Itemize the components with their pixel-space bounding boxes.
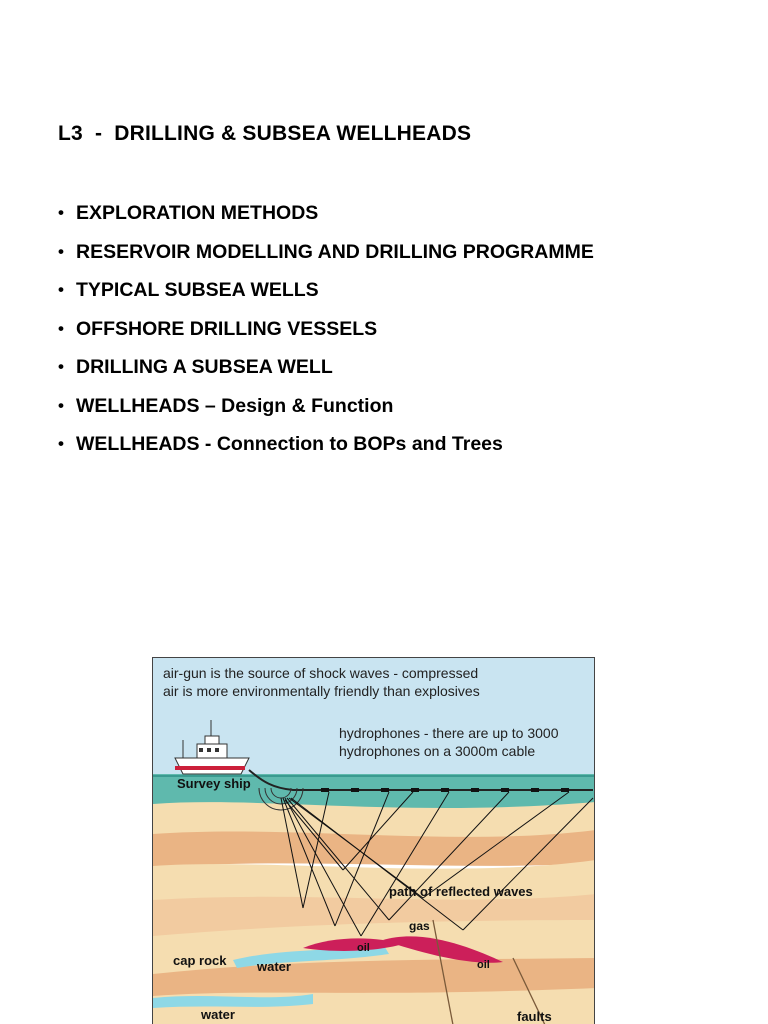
bullet-item [58,431,594,470]
diagram-svg [153,658,595,1024]
bullet-item [58,316,594,355]
bullet-text: OFFSHORE DRILLING VESSELS [76,317,378,340]
caption-line-2: air is more environmentally friendly than explosives [163,683,480,699]
faults-label: faults [517,1009,552,1024]
bullet-item [58,239,594,278]
reflected-waves-label: path of reflected waves [389,884,533,899]
bullet-text: TYPICAL SUBSEA WELLS [76,279,319,301]
bullet-dot: • [58,241,64,261]
bullet-dot: • [58,280,64,299]
gas-label: gas [409,919,430,933]
oil-label-1: oil [357,942,370,954]
caption-line-1: air-gun is the source of shock waves - compressed [163,665,479,681]
bullet-text: EXPLORATION METHODS [76,202,319,224]
water-label-2: water [201,1007,235,1022]
slide-title: L3 - DRILLING & SUBSEA WELLHEADS [58,122,472,145]
bullet-text: RESERVOIR MODELLING AND DRILLING PROGRAMME [76,240,594,263]
bullet-dot: • [58,434,64,453]
bullet-text: WELLHEADS - Connection to BOPs and Trees [76,433,503,455]
bullet-item [58,200,594,239]
cap-rock-label: cap rock [173,953,227,968]
oil-label-2: oil [477,959,490,971]
bullet-dot: • [58,395,64,415]
hydrophones-line-1: hydrophones - there are up to 3000 [339,725,559,741]
bullet-dot: • [58,357,64,376]
bullet-text: DRILLING A SUBSEA WELL [76,356,333,378]
seismic-survey-diagram [152,657,595,1024]
water-label-1: water [257,959,291,974]
bullet-item [58,354,594,393]
bullet-dot: • [58,203,64,222]
survey-ship-label: Survey ship [177,776,251,791]
bullet-dot: • [58,318,64,338]
bullet-list [58,200,594,470]
hydrophones [321,788,569,792]
bullet-text: WELLHEADS – Design & Function [76,394,394,417]
bullet-item [58,277,594,316]
bullet-item [58,393,594,432]
hydrophones-line-2: hydrophones on a 3000m cable [339,743,536,759]
